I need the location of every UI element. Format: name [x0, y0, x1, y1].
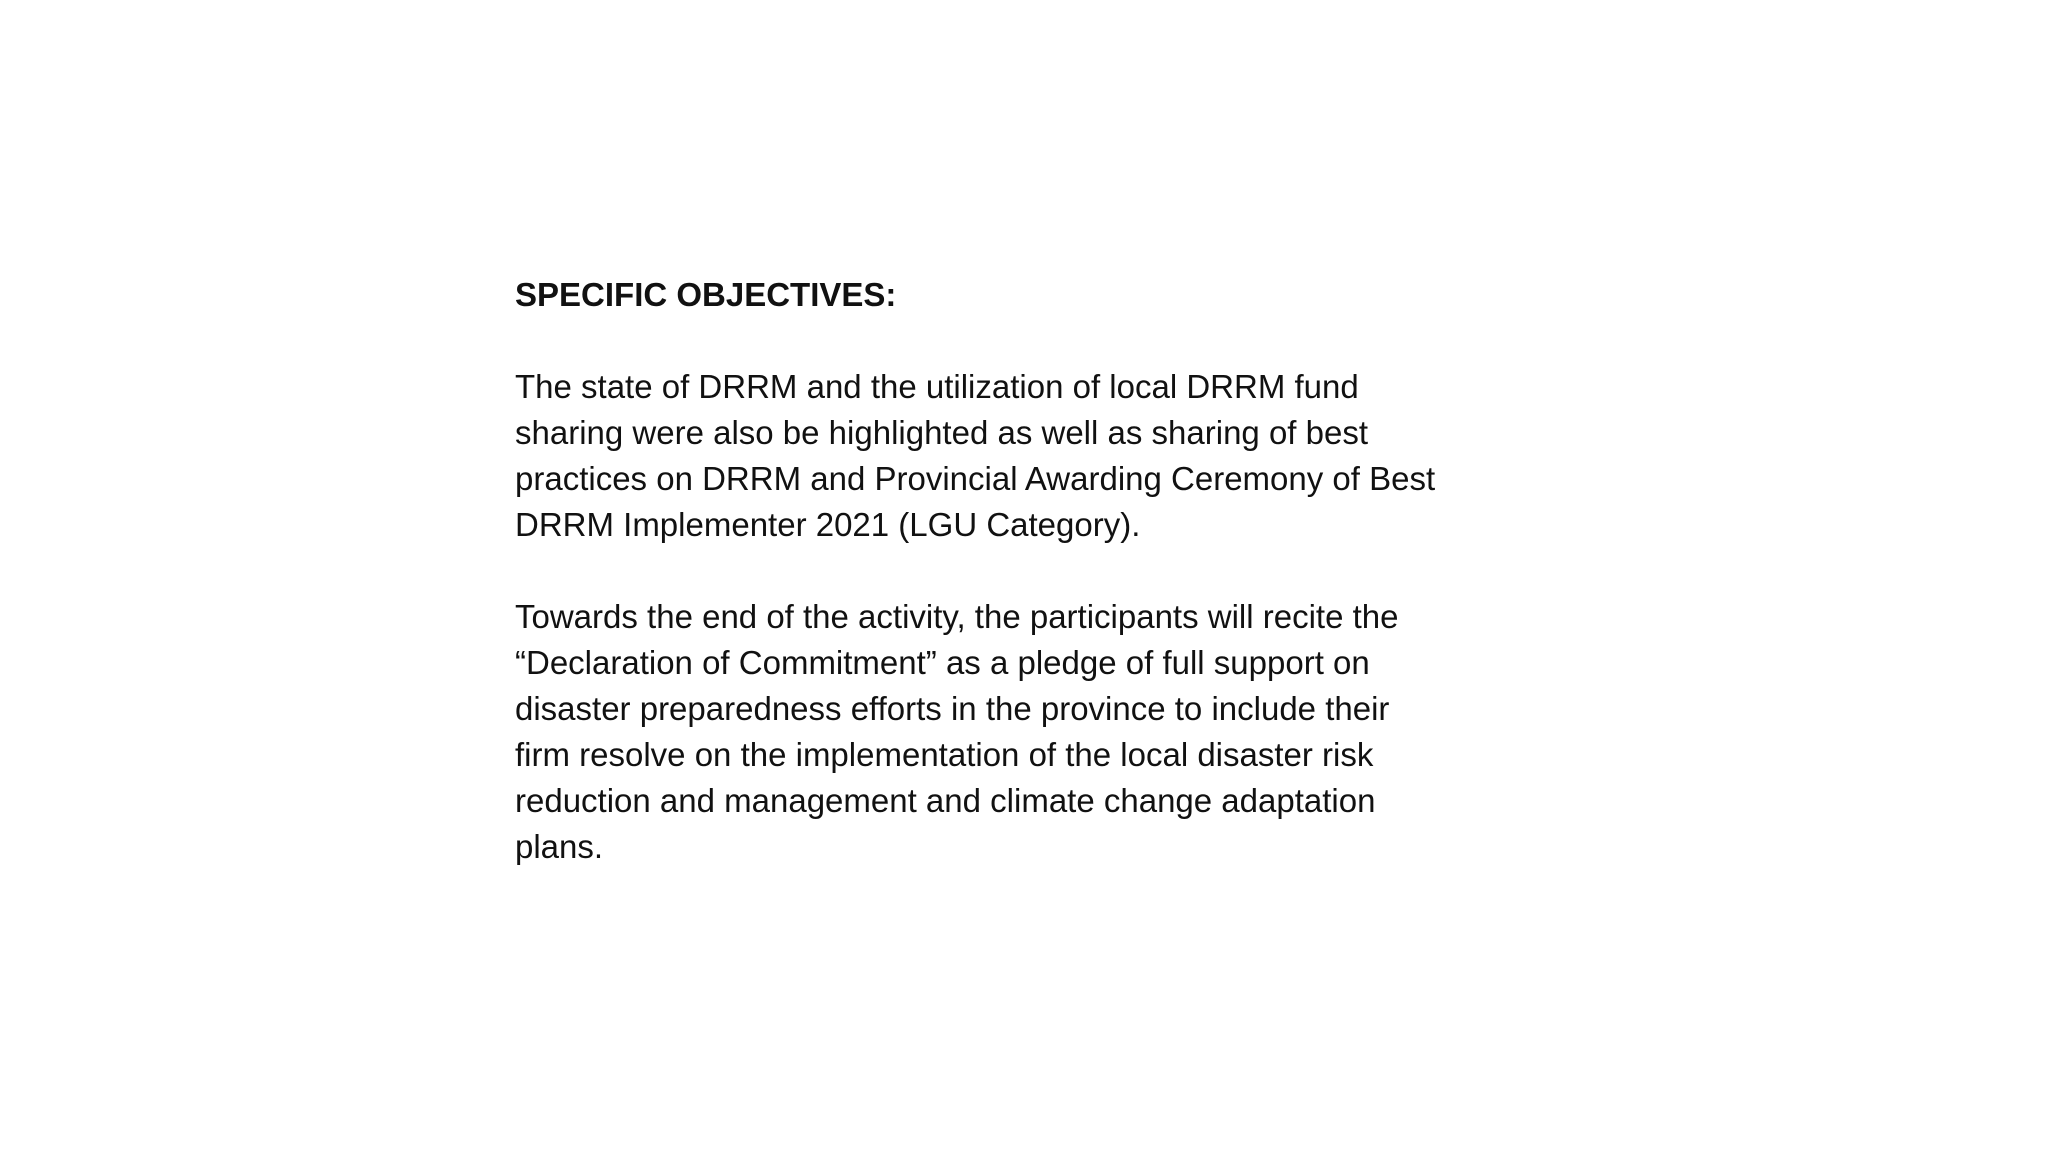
text-block: [515, 272, 1515, 916]
paragraph-line: reduction and management and climate change adaptation: [515, 782, 1376, 819]
paragraph-line: DRRM Implementer 2021 (LGU Category).: [515, 506, 1141, 543]
paragraph-line: “Declaration of Commitment” as a pledge of full support on: [515, 644, 1370, 681]
paragraph-line: firm resolve on the implementation of the local disaster risk: [515, 736, 1374, 773]
paragraph-declaration: [515, 594, 1515, 870]
paragraph-line: The state of DRRM and the utilization of local DRRM fund: [515, 368, 1359, 405]
paragraph-line: disaster preparedness efforts in the province to include their: [515, 690, 1390, 727]
paragraph-line: plans.: [515, 828, 604, 865]
paragraph-line: sharing were also be highlighted as well as sharing of best: [515, 414, 1369, 451]
paragraph-line: Towards the end of the activity, the participants will recite the: [515, 598, 1399, 635]
paragraph-line: practices on DRRM and Provincial Awarding Ceremony of Best: [515, 460, 1436, 497]
section-heading: SPECIFIC OBJECTIVES:: [515, 276, 897, 313]
paragraph-state-of-drrm: [515, 364, 1515, 548]
